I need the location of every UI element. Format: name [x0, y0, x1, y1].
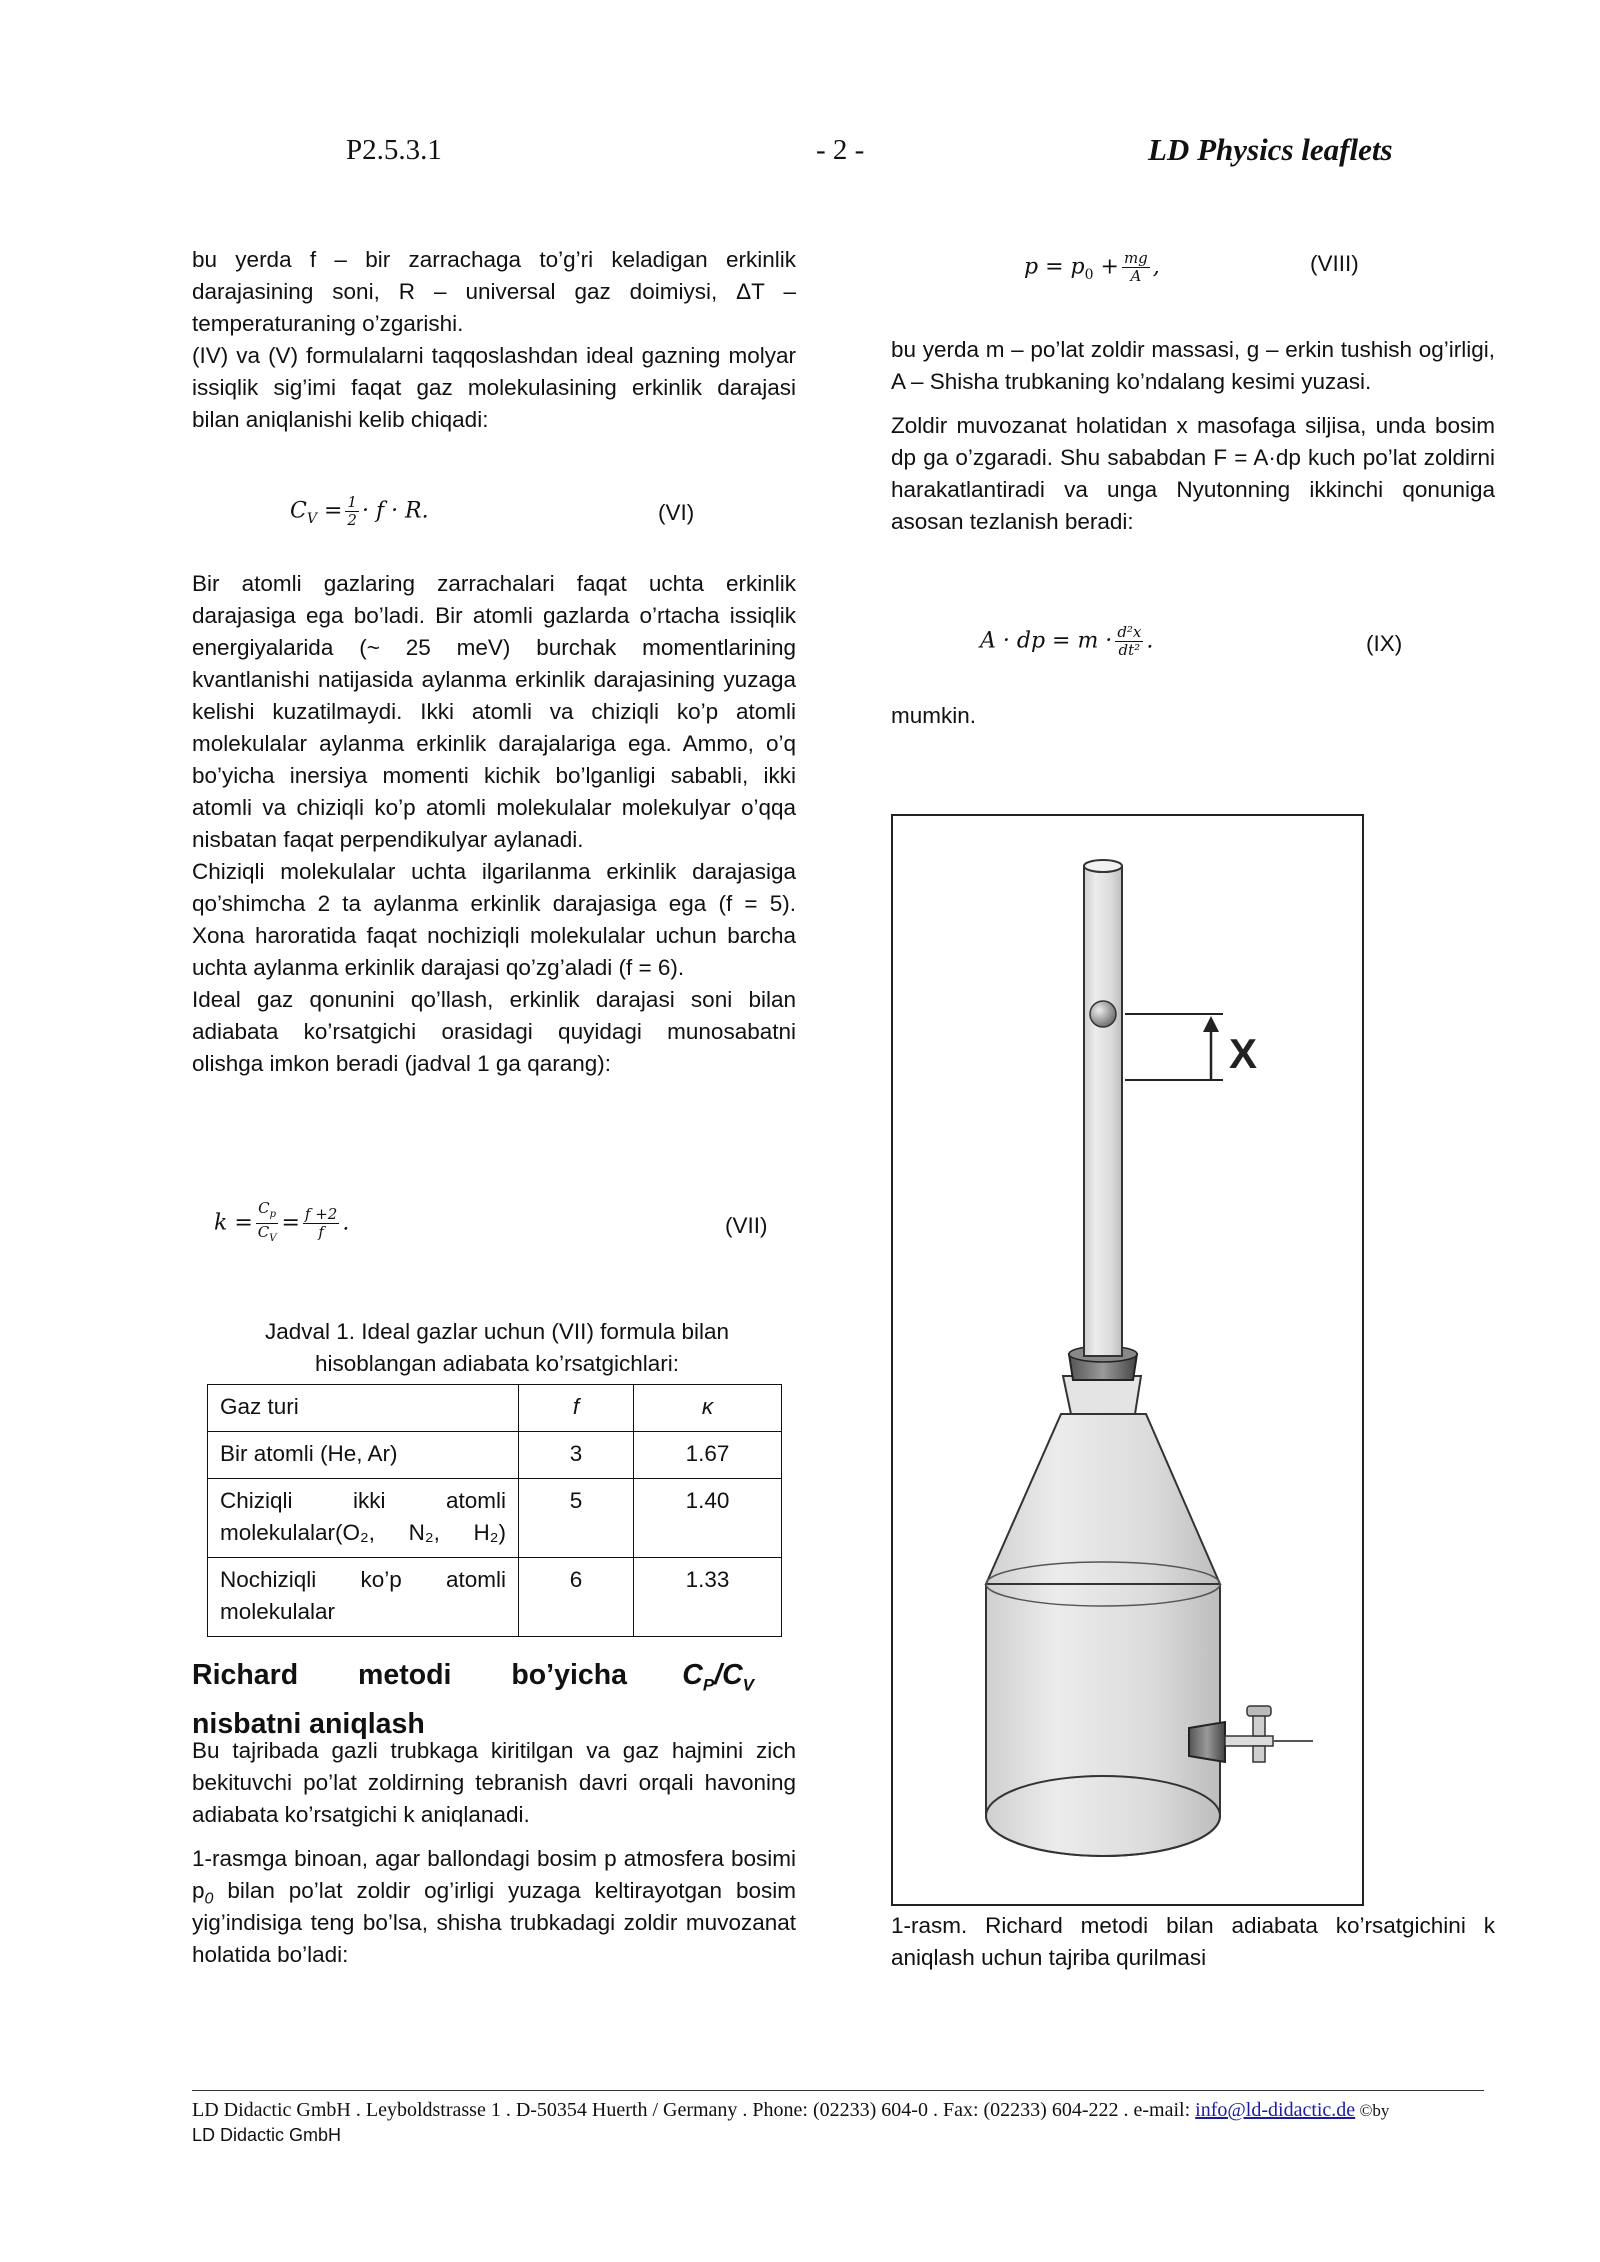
table-header-row — [208, 1385, 782, 1432]
left-text-block-1 — [192, 244, 796, 436]
footer-email-link[interactable]: info@ld-didactic.de — [1195, 2099, 1356, 2121]
header-kappa: κ — [634, 1385, 782, 1432]
table-caption: Jadval 1. Ideal gazlar uchun (VII) formula bilan hisoblangan adiabata ko’rsatgichlari: — [265, 1319, 729, 1376]
cell-f: 3 — [519, 1432, 634, 1479]
heading-part-2: nisbatni aniqlash — [192, 1707, 425, 1740]
cell-f: 5 — [519, 1479, 634, 1558]
paragraph-mumkin: mumkin. — [891, 703, 977, 728]
paragraph-degrees-of-freedom: bu yerda f – bir zarrachaga to’g’ri keladigan erkinlik darajasining soni, R – universal gaz doimiysi, ΔT – temperaturaning o’zgarishi. — [192, 247, 796, 336]
glass-tube — [1084, 860, 1122, 1356]
cell-gas-type: Chiziqli ikki atomli molekulalar(O₂, N₂, H₂) — [208, 1479, 519, 1558]
footer — [192, 2098, 1389, 2147]
equation-ix: A · dp = m · $\frac{\text{d²x}}{\text{dt²}}$ . — [980, 623, 1154, 659]
brand-title: LD Physics leaflets — [1148, 132, 1393, 167]
header-gas-type: Gaz turi — [208, 1385, 519, 1432]
paragraph-monatomic: Bir atomli gazlaring zarrachalari faqat uchta erkinlik darajasiga ega bo’ladi. Bir atomli gazlarda o’rtacha issiqlik energiyalarida (~ 25 meV) burchak momentlarining kvantlanishi natijasida aylanma erkinlik darajasining yuzaga kelishi kuzatilmaydi. Ikki atomli va chiziqli ko’p atomli molekulalar aylanma erkinlik darajalariga ega. Ammo, o’q bo’yicha inersiya momenti kichik bo’lganligi sababli, ikki atomli va chiziqli ko’p atomli molekulalar molekulyar o’qqa nisbatan faqat perpendikulyar aylanadi. — [192, 571, 796, 852]
equation-number-vi: (VI) — [658, 500, 695, 525]
footer-divider — [192, 2090, 1484, 2091]
equation-number-viii: (VIII) — [1310, 251, 1359, 276]
equation-vi: $C_V$ = $\frac{1}{2}$ · f · R. — [290, 493, 429, 529]
left-text-block-2 — [192, 568, 796, 1080]
footer-address: LD Didactic GmbH . Leyboldstrasse 1 . D-50354 Huerth / Germany . Phone: (02233) 604-0 . Fax: (02233) 604-222 . e-mail: — [192, 2099, 1196, 2121]
equation-number-ix: (IX) — [1366, 631, 1403, 656]
document-code: P2.5.3.1 — [346, 134, 442, 166]
paragraph-displacement: Zoldir muvozanat holatidan x masofaga siljisa, unda bosim dp ga o’zgaradi. Shu sababdan F = A·dp kuch po’lat zoldirni harakatlantiradi va unga Nyutonning ikkinchi qonuniga asosan tezlanish beradi: — [891, 413, 1495, 534]
table-row — [208, 1479, 782, 1558]
table-row — [208, 1432, 782, 1479]
heading-ratio: $C_P/C_V$ — [682, 1659, 754, 1695]
header-f: f — [519, 1385, 634, 1432]
displacement-label: X — [1229, 1030, 1258, 1077]
paragraph-linear: Chiziqli molekulalar uchta ilgarilanma erkinlik darajasiga qo’shimcha 2 ta aylanma erkinlik darajasiga ega (f = 5). Xona haroratida faqat nochiziqli molekulalar uchun barcha uchta aylanma erkinlik darajasi qo’zg’aladi (f = 6). — [192, 859, 796, 980]
section-heading — [192, 1656, 754, 1743]
page-number: - 2 - — [816, 134, 865, 166]
table-row — [208, 1558, 782, 1637]
right-text-block-1 — [891, 334, 1495, 538]
gas-bottle — [986, 1376, 1220, 1856]
equation-number-vii: (VII) — [725, 1213, 768, 1238]
adiabatic-index-table — [207, 1384, 782, 1637]
cell-kappa: 1.33 — [634, 1558, 782, 1637]
paragraph-ideal-gas: Ideal gaz qonunini qo’llash, erkinlik darajasi soni bilan adiabata ko’rsatgichi orasidagi quyidagi munosabatni olishga imkon beradi (jadval 1 ga qarang): — [192, 987, 796, 1076]
heading-part-1: Richard metodi bo’yicha — [192, 1659, 627, 1691]
cell-gas-type: Nochiziqli ko’p atomli molekulalar — [208, 1558, 519, 1637]
equation-viii: $p = p_0$ + $\frac{mg}{A}$ , — [1024, 249, 1160, 285]
paragraph-experiment: Bu tajribada gazli trubkaga kiritilgan va gaz hajmini zich bekituvchi po’lat zoldirning tebranish davri orqali havoning adiabata ko’rsatgichi k aniqlanadi. — [192, 1738, 796, 1827]
steel-ball — [1090, 1001, 1116, 1027]
paragraph-equilibrium: 1-rasmga binoan, agar ballondagi bosim p atmosfera bosimi $p_0$ bilan po’lat zoldir og’irligi yuzaga keltirayotgan bosim yig’indisiga teng bo’lsa, shisha trubkadagi zoldir muvozanat holatida bo’ladi: — [192, 1846, 796, 1967]
figure-frame — [891, 814, 1364, 1906]
cell-f: 6 — [519, 1558, 634, 1637]
figure-caption: 1-rasm. Richard metodi bilan adiabata ko’rsatgichini k aniqlash uchun tajriba qurilmasi — [891, 1913, 1495, 1970]
richard-apparatus-diagram — [893, 816, 1362, 1904]
cell-kappa: 1.40 — [634, 1479, 782, 1558]
equation-vii: k = $\frac{C_p}{C_V}$ = $\frac{f +2}{f}$ . — [214, 1199, 350, 1244]
paragraph-comparison: (IV) va (V) formulalarni taqqoslashdan ideal gazning molyar issiqlik sig’imi faqat gaz molekulasining erkinlik darajasi bilan aniqlanishi kelib chiqadi: — [192, 343, 796, 432]
cell-gas-type: Bir atomli (He, Ar) — [208, 1432, 519, 1479]
footer-copyright: ©by — [1355, 2101, 1390, 2120]
footer-company: LD Didactic GmbH — [192, 2125, 342, 2145]
left-text-block-3 — [192, 1735, 796, 1971]
cell-kappa: 1.67 — [634, 1432, 782, 1479]
displacement-marker — [1125, 1014, 1257, 1080]
paragraph-variables: bu yerda m – po’lat zoldir massasi, g – erkin tushish og’irligi, A – Shisha trubkaning ko’ndalang kesimi yuzasi. — [891, 337, 1495, 394]
